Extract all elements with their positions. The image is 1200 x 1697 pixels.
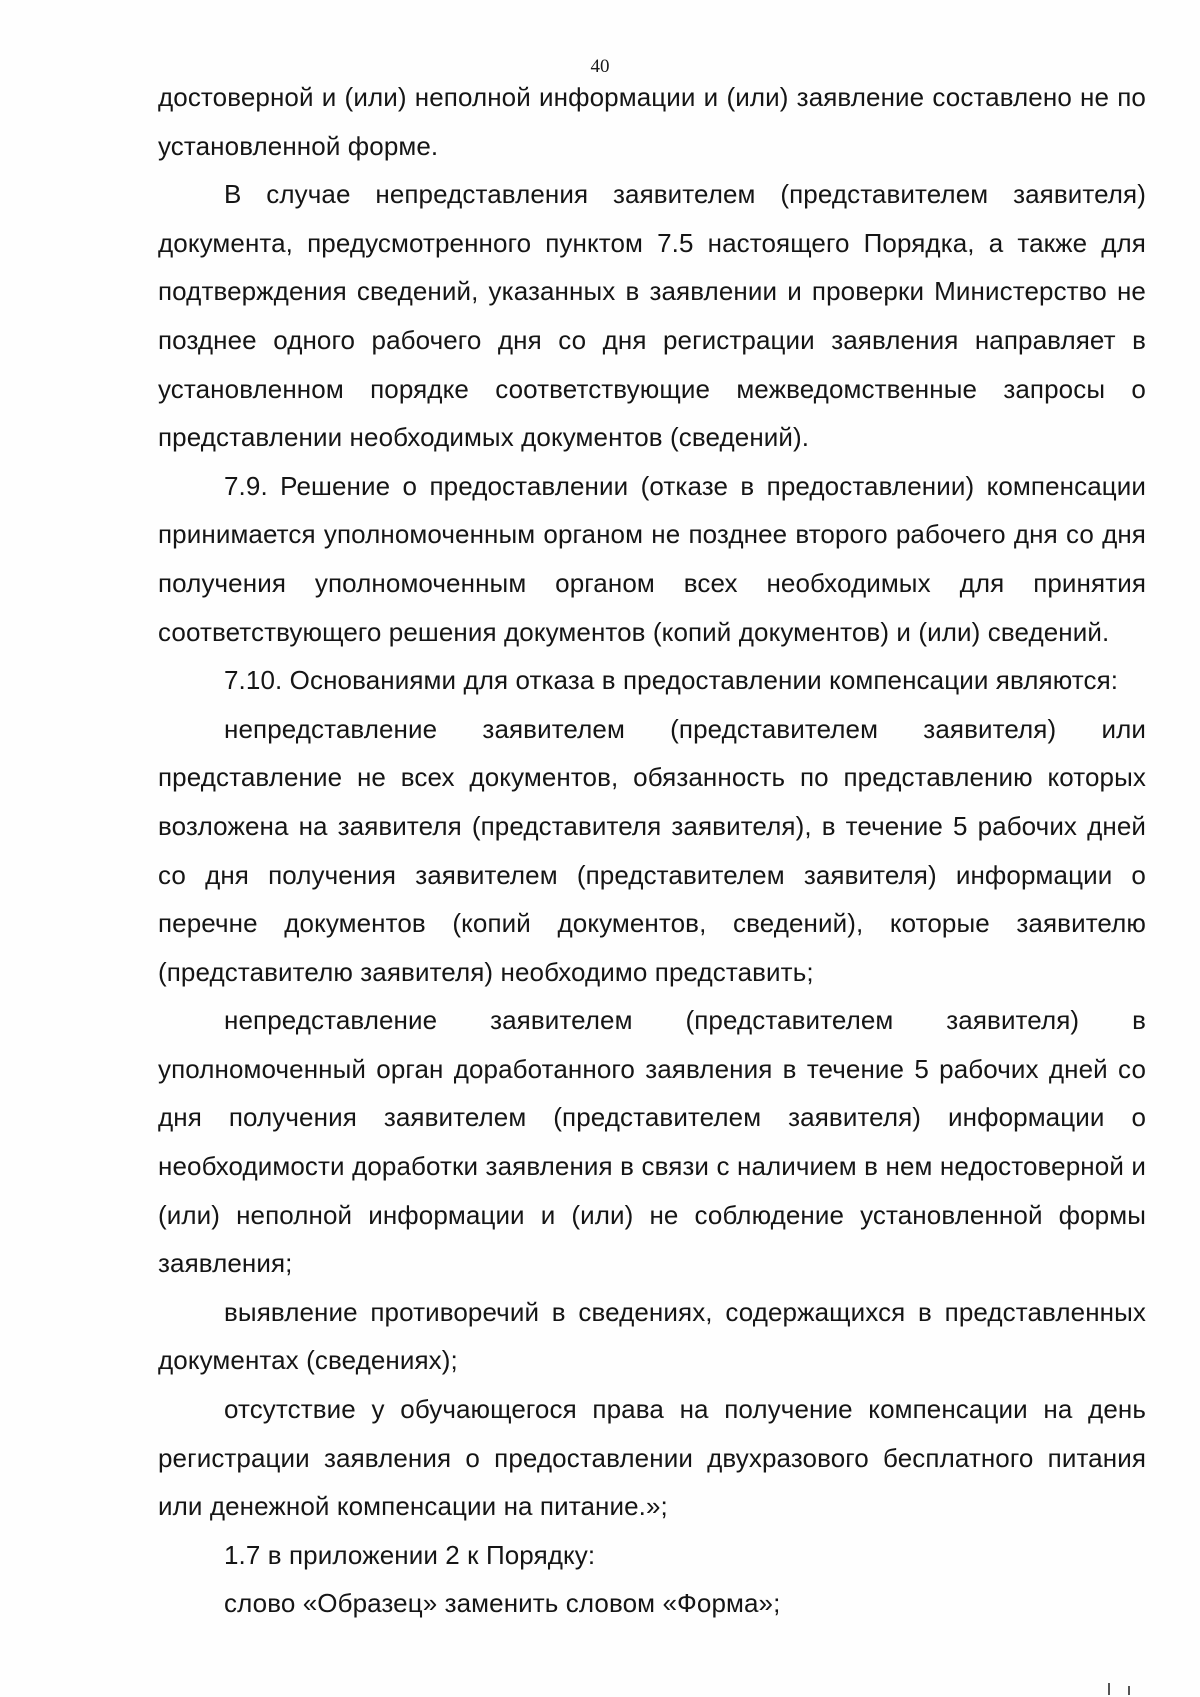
refusal-ground-4: отсутствие у обучающегося права на получение компенсации на день регистрации заявления о предоставлении двухразового бесплатного питания или денежной компенсации на питание.»; <box>158 1394 1146 1522</box>
paragraph-1-7: 1.7 в приложении 2 к Порядку: <box>224 1539 596 1570</box>
paragraph-7-9: 7.9. Решение о предоставлении (отказе в предоставлении) компенсации принимается уполномоченным органом не позднее второго рабочего дня со дня получения уполномоченным органом всех необходимых для принятия соответствующего решения документов (копий документов) и (или) сведений. <box>158 470 1146 647</box>
document-body <box>158 73 1146 1628</box>
scan-speck <box>1128 1686 1130 1695</box>
page-number: 40 <box>590 56 610 77</box>
refusal-ground-3: выявление противоречий в сведениях, содержащихся в представленных документах (сведениях); <box>158 1296 1146 1376</box>
refusal-ground-2: непредставление заявителем (представителем заявителя) в уполномоченный орган доработанного заявления в течение 5 рабочих дней со дня получения заявителем (представителем заявителя) информации о необходимости доработки заявления в связи с наличием в нем недостоверной и (или) неполной информации и (или) не соблюдение установленной формы заявления; <box>158 1005 1146 1279</box>
paragraph-7-10: 7.10. Основаниями для отказа в предоставлении компенсации являются: <box>224 665 1119 696</box>
refusal-ground-1: непредставление заявителем (представителем заявителя) или представление не всех документов, обязанность по представлению которых возложена на заявителя (представителя заявителя), в течение 5 рабочих дней со дня получения заявителем (представителем заявителя) информации о перечне документов (копий документов, сведений), которые заявителю (представителю заявителя) необходимо представить; <box>158 713 1146 987</box>
paragraph-continuation: достоверной и (или) неполной информации и (или) заявление составлено не по установленной форме. <box>158 82 1146 161</box>
paragraph-interagency-requests: В случае непредставления заявителем (представителем заявителя) документа, предусмотренного пунктом 7.5 настоящего Порядка, а также для подтверждения сведений, указанных в заявлении и проверки Министерство не позднее одного рабочего дня со дня регистрации заявления направляет в установленном порядке соответствующие межведомственные запросы о представлении необходимых документов (сведений). <box>158 179 1146 453</box>
scan-speck <box>1108 1683 1110 1695</box>
paragraph-replace-word: слово «Образец» заменить словом «Форма»; <box>224 1588 781 1619</box>
